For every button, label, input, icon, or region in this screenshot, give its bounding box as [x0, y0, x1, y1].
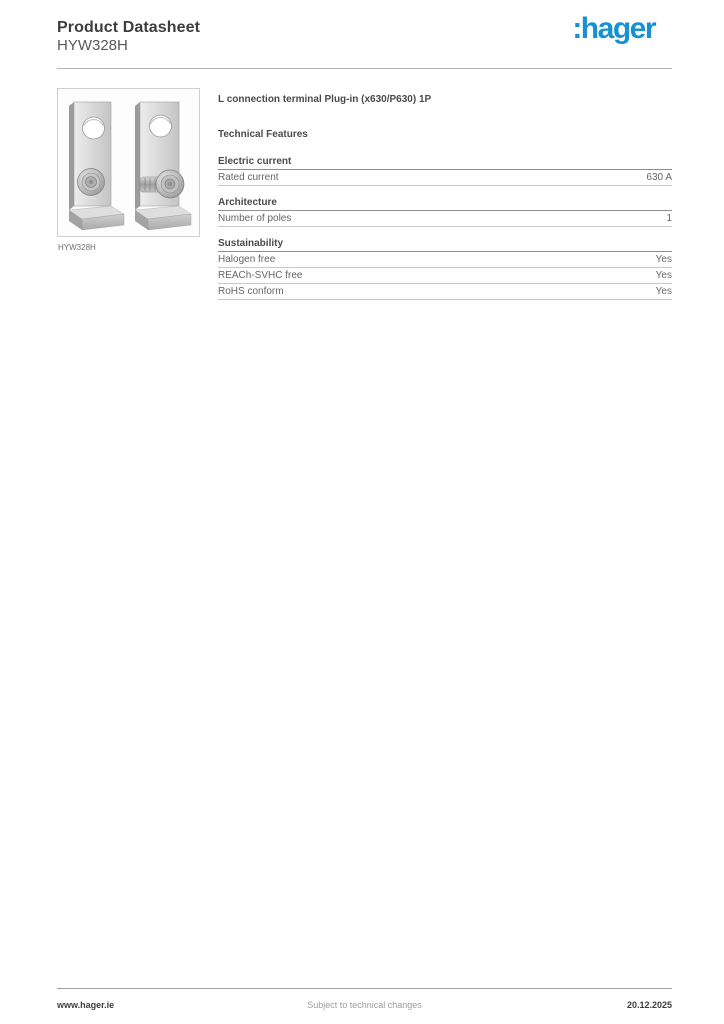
spec-value: Yes: [655, 270, 672, 281]
footer-row: [57, 989, 672, 1010]
section-title: Architecture: [218, 197, 672, 211]
spec-row: [218, 284, 672, 300]
spec-value: Yes: [655, 286, 672, 297]
features-heading: Technical Features: [218, 129, 308, 140]
page-footer: [57, 988, 672, 1010]
spec-label: Rated current: [218, 172, 279, 183]
product-image-caption: HYW328H: [58, 243, 96, 252]
terminal-right: [135, 102, 191, 230]
product-image: [57, 88, 200, 237]
spec-label: RoHS conform: [218, 286, 284, 297]
page-title: Product Datasheet: [57, 19, 201, 36]
spec-value: 1: [666, 213, 672, 224]
footer-date: 20.12.2025: [626, 1000, 673, 1010]
section-title: Sustainability: [218, 238, 672, 252]
terminal-left: [69, 102, 124, 230]
section-architecture: [218, 197, 672, 227]
spec-value: 630 A: [646, 172, 672, 183]
spec-row: [218, 268, 672, 284]
spec-label: REACh-SVHC free: [218, 270, 303, 281]
footer-note: Subject to technical changes: [307, 1000, 422, 1010]
hager-logo: :hager: [572, 12, 655, 45]
spec-row: [218, 252, 672, 268]
spec-label: Halogen free: [218, 254, 276, 265]
section-title: Electric current: [218, 156, 672, 170]
spec-row: [218, 211, 672, 227]
product-reference: HYW328H: [57, 37, 128, 54]
spec-label: Number of poles: [218, 213, 292, 224]
technical-content: [218, 94, 672, 311]
footer-website: www.hager.ie: [57, 1000, 115, 1010]
spec-row: [218, 170, 672, 186]
header-divider: [57, 68, 672, 69]
section-sustainability: [218, 238, 672, 300]
terminal-illustration: [58, 89, 199, 236]
section-electric-current: [218, 156, 672, 186]
spec-value: Yes: [655, 254, 672, 265]
product-title: L connection terminal Plug-in (x630/P630) 1P: [218, 94, 432, 105]
